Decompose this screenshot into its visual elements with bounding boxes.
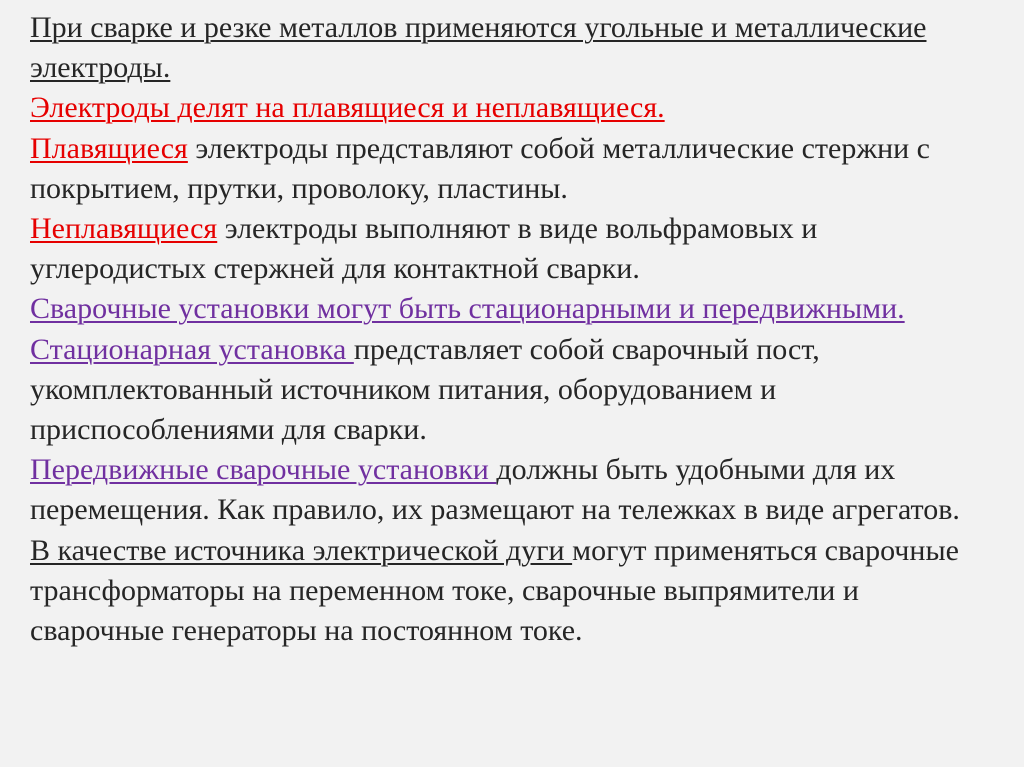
paragraph-arc-source [30, 531, 1000, 652]
paragraph-stationary [30, 330, 1000, 451]
consumable-term: Плавящиеся [30, 131, 188, 165]
non-consumable-description: электроды выполняют в виде вольфрамовых и углеродистых стержней для контактной сварки. [30, 212, 818, 286]
mobile-description: должны быть удобными для их перемещения. Как правило, их размещают на тележках в виде агрегатов. [30, 453, 960, 527]
arc-source-term: В качестве источника электрической дуги [30, 533, 573, 567]
arc-source-description: могут применяться сварочные трансформаторы на переменном токе, сварочные выпрямители и сварочные генераторы на постоянном токе. [30, 533, 959, 648]
paragraph-consumable [30, 129, 1000, 209]
consumable-description: электроды представляют собой металлические стержни с покрытием, прутки, проволоку, пластины. [30, 131, 930, 205]
paragraph-welding-units [30, 289, 1000, 329]
electrodes-types-text: Электроды делят на плавящиеся и неплавящиеся. [30, 91, 665, 125]
stationary-description: представляет собой сварочный пост, укомплектованный источником питания, оборудованием и приспособлениями для сварки. [30, 332, 820, 447]
paragraph-electrodes-types [30, 88, 1000, 128]
welding-units-text: Сварочные установки могут быть стационарными и передвижными. [30, 292, 905, 326]
paragraph-electrodes-intro [30, 8, 1000, 88]
electrodes-intro-text: При сварке и резке металлов применяются угольные и металлические электроды. [30, 11, 927, 85]
non-consumable-term: Неплавящиеся [30, 212, 218, 246]
body-text [30, 8, 1000, 651]
paragraph-non-consumable [30, 209, 1000, 289]
paragraph-mobile [30, 450, 1000, 530]
stationary-term: Стационарная установка [30, 332, 354, 366]
mobile-term: Передвижные сварочные установки [30, 453, 497, 487]
